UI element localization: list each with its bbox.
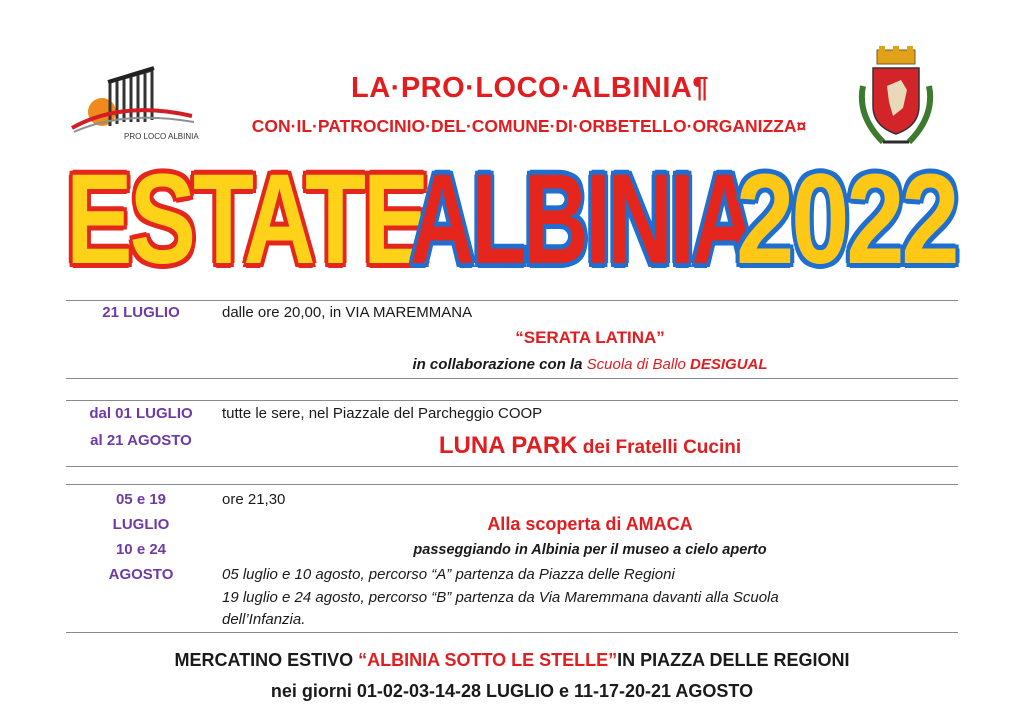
divider: [66, 300, 958, 301]
event-1-date: 21 LUGLIO: [102, 304, 180, 321]
event-3-date-line-3: 10 e 24: [115, 541, 167, 558]
event-1-sub-prefix: in collaborazione con la: [412, 356, 587, 373]
footer-text-a: MERCATINO ESTIVO: [174, 650, 359, 670]
event-3-date-line-2: LUGLIO: [112, 516, 170, 533]
footer-line-2: nei giorni 01-02-03-14-28 LUGLIO e 11-17-20-21 AGOSTO: [270, 681, 754, 701]
pro-loco-logo: [62, 60, 200, 142]
event-3-title: Alla scoperta di AMACA: [487, 514, 693, 534]
logo-text: PRO LOCO ALBINIA: [124, 132, 199, 141]
divider: [66, 466, 958, 467]
event-1-info: dalle ore 20,00, in VIA MAREMMANA: [222, 304, 473, 321]
event-3-detail-1: 05 luglio e 10 agosto, percorso “A” partenza da Piazza delle Regioni: [222, 566, 675, 583]
event-3-subtitle: passeggiando in Albinia per il museo a cielo aperto: [413, 542, 767, 558]
footer-line-1: [0, 650, 1024, 671]
event-3-info: ore 21,30: [222, 491, 286, 508]
event-3-date-line-4: AGOSTO: [108, 566, 174, 583]
event-2-title-big: LUNA PARK: [438, 432, 578, 459]
header-line-1: LA·PRO·LOCO·ALBINIA¶: [351, 72, 709, 104]
event-2-date-line-1: dal 01 LUGLIO: [89, 405, 193, 422]
title-word-albinia: ALBINIA: [410, 148, 754, 291]
event-1-subtitle: [222, 356, 958, 373]
event-1-sub-school: Scuola di Ballo: [586, 356, 691, 373]
title-word-estate: ESTATE: [66, 148, 427, 291]
event-2-title: [222, 432, 958, 460]
event-3-detail-2: 19 luglio e 24 agosto, percorso “B” partenza da Via Maremmana davanti alla Scuola: [222, 589, 779, 606]
event-1-sub-desigual: DESIGUAL: [690, 356, 768, 373]
event-2-title-small: dei Fratelli Cucini: [577, 437, 742, 458]
header-line-2: CON·IL·PATROCINIO·DEL·COMUNE·DI·ORBETELLO·ORGANIZZA¤: [251, 116, 807, 136]
divider: [66, 484, 958, 485]
divider: [66, 378, 958, 379]
title-word-2022: 2022: [736, 148, 957, 291]
event-2-info: tutte le sere, nel Piazzale del Parcheggio COOP: [222, 405, 543, 422]
event-3-date-line-1: 05 e 19: [115, 491, 167, 508]
footer-text-b: IN PIAZZA DELLE REGIONI: [617, 650, 850, 670]
divider: [66, 632, 958, 633]
divider: [66, 400, 958, 401]
event-3-detail-3: dell’Infanzia.: [222, 611, 306, 628]
orbetello-crest-emblem: [853, 46, 939, 150]
event-1-title: “SERATA LATINA”: [515, 328, 665, 347]
footer-market-name: “ALBINIA SOTTO LE STELLE”: [358, 650, 618, 670]
event-2-date-line-2: al 21 AGOSTO: [90, 432, 192, 449]
